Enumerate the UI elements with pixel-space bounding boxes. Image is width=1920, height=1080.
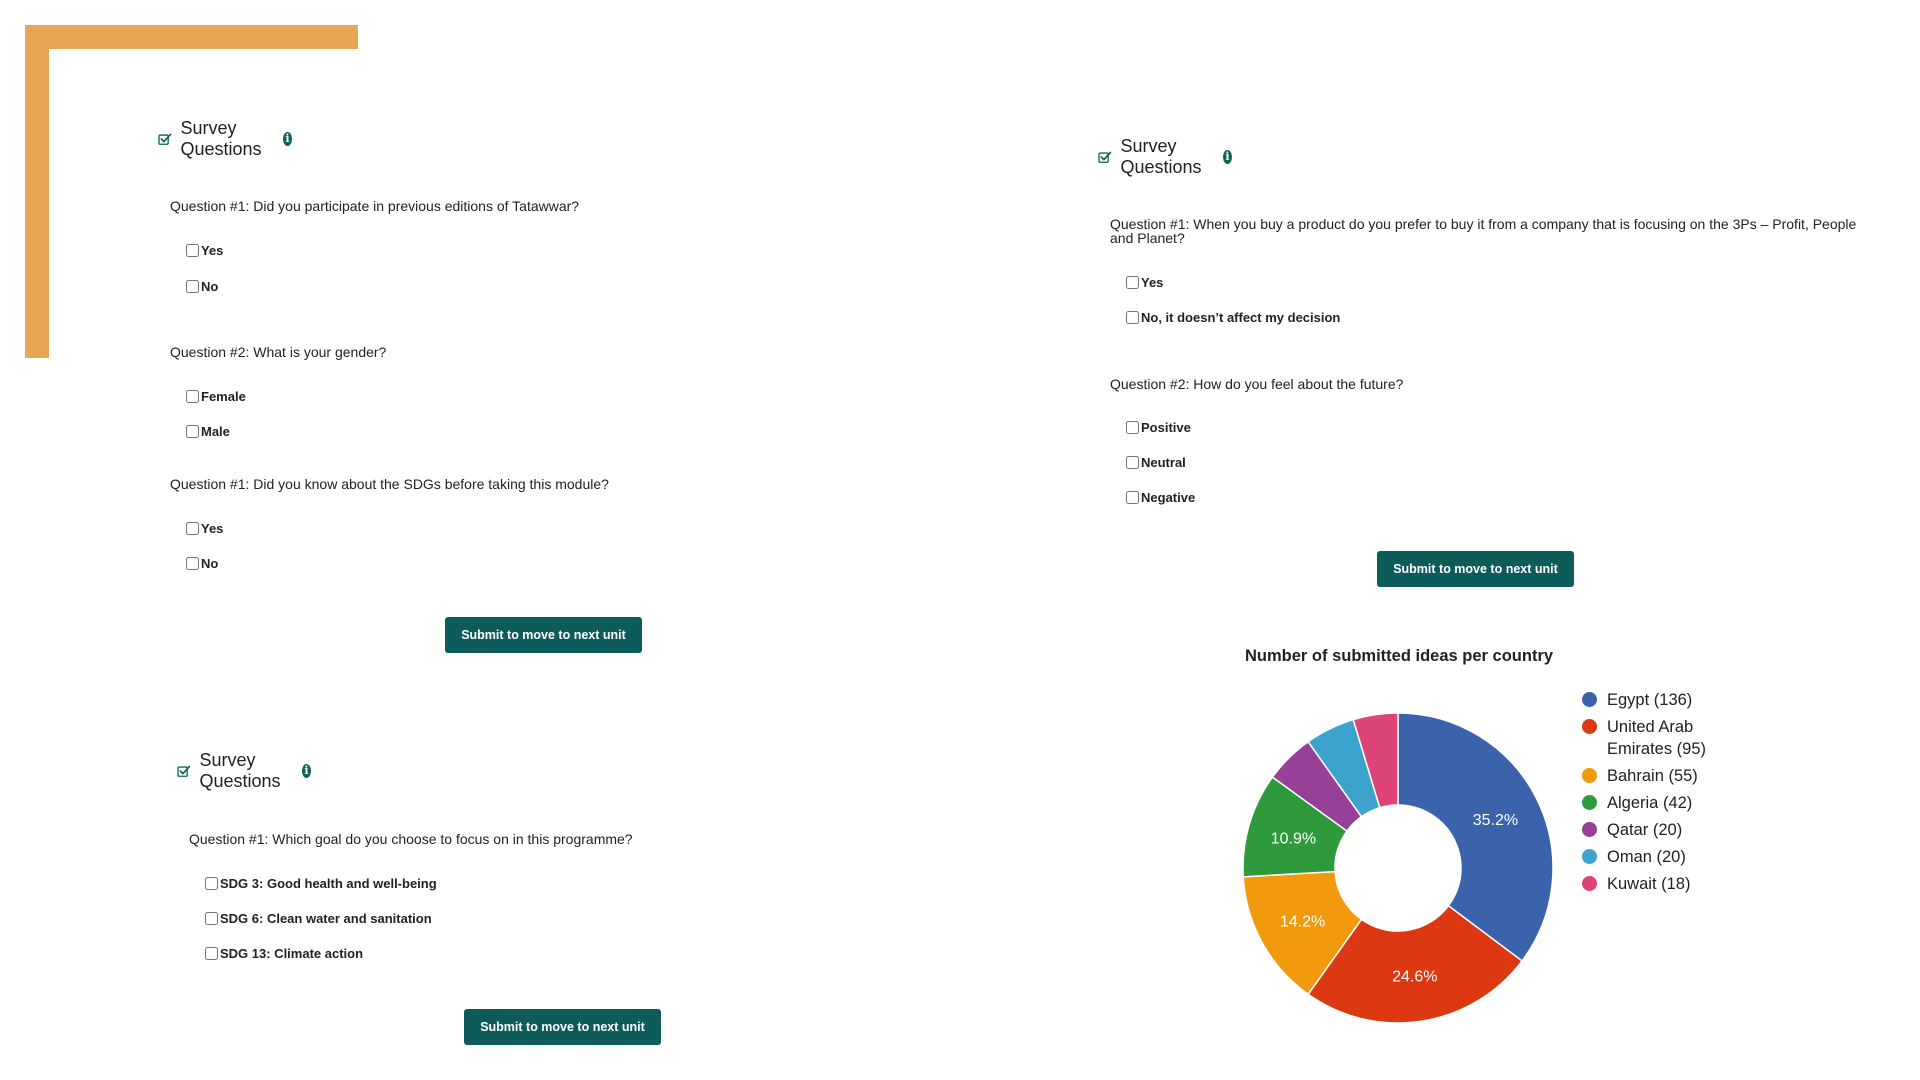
- option-label: SDG 6: Clean water and sanitation: [220, 911, 432, 926]
- legend-label: Oman (20): [1607, 848, 1686, 866]
- checkbox-checked-icon: [177, 761, 191, 781]
- info-icon[interactable]: i: [302, 764, 311, 778]
- question-text: Question #1: Did you know about the SDGs before taking this module?: [170, 476, 609, 492]
- option-label: No: [201, 556, 219, 571]
- option-label: Yes: [1141, 275, 1164, 290]
- submit-button[interactable]: Submit to move to next unit: [464, 1009, 661, 1045]
- info-icon[interactable]: i: [283, 132, 292, 146]
- option-checkbox[interactable]: [1126, 456, 1139, 469]
- legend-label: United Arab Emirates (95): [1607, 718, 1707, 758]
- option-sdg-13[interactable]: [205, 946, 363, 961]
- option-yes[interactable]: [186, 243, 223, 258]
- survey-title: Survey Questions: [1120, 136, 1202, 177]
- question-text: Question #1: Did you participate in previous editions of Tatawwar?: [170, 198, 580, 214]
- donut-chart: [1233, 700, 1563, 1030]
- decorative-corner-bar-top: [25, 25, 358, 49]
- chart-legend: [1582, 689, 1717, 900]
- legend-item[interactable]: [1582, 846, 1717, 868]
- survey-header: [1098, 136, 1232, 178]
- option-label: No: [201, 279, 219, 294]
- option-no[interactable]: [186, 279, 218, 294]
- legend-label: Kuwait (18): [1607, 875, 1691, 893]
- option-label: Yes: [201, 521, 224, 536]
- question-text: Question #1: Which goal do you choose to focus on in this programme?: [189, 831, 633, 847]
- info-icon[interactable]: i: [1223, 150, 1232, 164]
- legend-item[interactable]: [1582, 873, 1717, 895]
- question-text: Question #2: What is your gender?: [170, 344, 387, 360]
- slice-percent-label: 24.6%: [1392, 968, 1438, 986]
- survey-title: Survey Questions: [199, 750, 281, 791]
- option-no[interactable]: [186, 556, 218, 571]
- legend-label: Egypt (136): [1607, 691, 1693, 709]
- checkbox-checked-icon: [1098, 147, 1112, 167]
- option-no[interactable]: [1126, 310, 1340, 325]
- option-label: Negative: [1141, 490, 1196, 505]
- option-checkbox[interactable]: [186, 425, 199, 438]
- option-yes[interactable]: [1126, 275, 1163, 290]
- question-text: Question #1: When you buy a product do you prefer to buy it from a company that is focusing on the 3Ps – Profit, People and Planet?: [1110, 216, 1857, 246]
- legend-swatch: [1582, 849, 1597, 864]
- decorative-corner-bar-left: [25, 25, 49, 358]
- legend-swatch: [1582, 692, 1597, 707]
- legend-item[interactable]: [1582, 819, 1717, 841]
- survey-header: [158, 118, 292, 160]
- option-checkbox[interactable]: [186, 280, 199, 293]
- option-checkbox[interactable]: [1126, 311, 1139, 324]
- question-text: Question #2: How do you feel about the future?: [1110, 376, 1404, 392]
- option-label: Positive: [1141, 420, 1191, 435]
- legend-swatch: [1582, 822, 1597, 837]
- option-sdg-3[interactable]: [205, 876, 437, 891]
- option-label: SDG 3: Good health and well-being: [220, 876, 437, 891]
- option-sdg-6[interactable]: [205, 911, 432, 926]
- option-checkbox[interactable]: [205, 912, 218, 925]
- slice-percent-label: 35.2%: [1472, 812, 1519, 830]
- option-neutral[interactable]: [1126, 455, 1186, 470]
- option-label: SDG 13: Climate action: [220, 946, 364, 961]
- legend-item[interactable]: [1582, 689, 1717, 711]
- option-checkbox[interactable]: [205, 877, 218, 890]
- option-checkbox[interactable]: [186, 390, 199, 403]
- legend-label: Bahrain (55): [1607, 767, 1698, 785]
- donut-slice-egypt[interactable]: [1398, 713, 1553, 961]
- option-checkbox[interactable]: [1126, 276, 1139, 289]
- slice-percent-label: 10.9%: [1270, 830, 1317, 848]
- option-label: Neutral: [1141, 455, 1186, 470]
- option-male[interactable]: [186, 424, 230, 439]
- chart-title: Number of submitted ideas per country: [1245, 647, 1554, 665]
- legend-label: Algeria (42): [1607, 794, 1693, 812]
- option-checkbox[interactable]: [186, 522, 199, 535]
- checkbox-checked-icon: [158, 129, 172, 149]
- option-label: Yes: [201, 243, 224, 258]
- option-checkbox[interactable]: [186, 557, 199, 570]
- option-checkbox[interactable]: [205, 947, 218, 960]
- slice-percent-label: 14.2%: [1279, 913, 1326, 931]
- legend-swatch: [1582, 876, 1597, 891]
- submit-button[interactable]: Submit to move to next unit: [445, 617, 642, 653]
- option-negative[interactable]: [1126, 490, 1195, 505]
- legend-item[interactable]: [1582, 792, 1717, 814]
- option-female[interactable]: [186, 389, 246, 404]
- legend-swatch: [1582, 795, 1597, 810]
- option-checkbox[interactable]: [1126, 491, 1139, 504]
- legend-item[interactable]: [1582, 765, 1717, 787]
- legend-swatch: [1582, 719, 1597, 734]
- option-yes[interactable]: [186, 521, 223, 536]
- legend-swatch: [1582, 768, 1597, 783]
- option-checkbox[interactable]: [186, 244, 199, 257]
- survey-title: Survey Questions: [180, 118, 262, 159]
- survey-header: [177, 750, 311, 792]
- option-label: No, it doesn’t affect my decision: [1141, 310, 1341, 325]
- option-label: Female: [201, 389, 246, 404]
- option-positive[interactable]: [1126, 420, 1191, 435]
- option-checkbox[interactable]: [1126, 421, 1139, 434]
- option-label: Male: [201, 424, 230, 439]
- legend-item[interactable]: [1582, 716, 1717, 760]
- legend-label: Qatar (20): [1607, 821, 1683, 839]
- submit-button[interactable]: Submit to move to next unit: [1377, 551, 1574, 587]
